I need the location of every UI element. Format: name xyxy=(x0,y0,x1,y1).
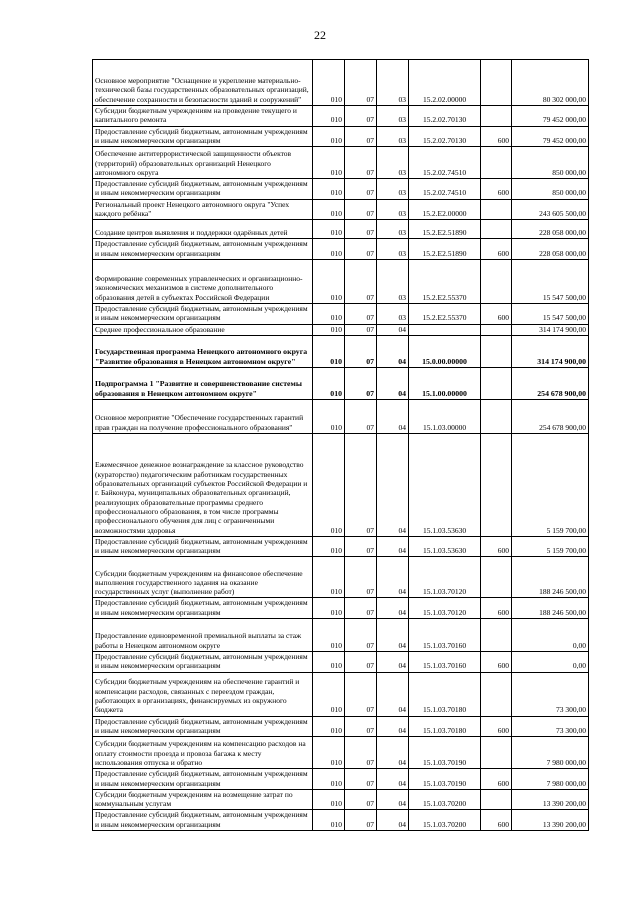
row-code-section-cell: 07 xyxy=(345,652,377,673)
row-name-cell: Создание центров выявления и поддержки одарённых детей xyxy=(93,220,313,239)
row-target-article-cell: 15.2.Е2.51890 xyxy=(409,220,481,239)
row-code-subsection-cell: 04 xyxy=(377,324,409,335)
row-code-subsection-cell: 03 xyxy=(377,147,409,179)
row-expense-type-cell xyxy=(481,324,512,335)
row-target-article-cell: 15.2.Е2.51890 xyxy=(409,239,481,260)
row-code-subsection-cell: 04 xyxy=(377,810,409,831)
row-code-ministry-cell: 010 xyxy=(313,810,345,831)
table-row xyxy=(93,335,589,367)
row-name-cell: Субсидии бюджетным учреждениям на финансовое обеспечение выполнения государственного задания на оказание государственных услуг (выполнение работ) xyxy=(93,557,313,598)
row-code-subsection-cell: 04 xyxy=(377,598,409,619)
row-code-subsection-cell: 03 xyxy=(377,106,409,127)
row-expense-type-cell: 600 xyxy=(481,179,512,200)
table-row xyxy=(93,619,589,652)
row-code-section-cell: 07 xyxy=(345,303,377,324)
row-name-cell: Государственная программа Ненецкого автономного округа "Развитие образования в Ненецком автономном округе" xyxy=(93,335,313,367)
row-amount-cell: 850 000,00 xyxy=(512,179,589,200)
row-code-ministry-cell: 010 xyxy=(313,433,345,536)
row-amount-cell: 314 174 900,00 xyxy=(512,335,589,367)
table-row xyxy=(93,769,589,790)
row-target-article-cell: 15.2.Е2.55370 xyxy=(409,259,481,303)
budget-table xyxy=(92,59,589,831)
row-expense-type-cell xyxy=(481,60,512,106)
row-expense-type-cell xyxy=(481,737,512,769)
row-expense-type-cell xyxy=(481,106,512,127)
row-code-ministry-cell: 010 xyxy=(313,737,345,769)
row-code-ministry-cell: 010 xyxy=(313,259,345,303)
row-name-cell: Предоставление субсидий бюджетным, автономным учреждениям и иным некоммерческим организациям xyxy=(93,536,313,557)
row-expense-type-cell xyxy=(481,147,512,179)
table-row xyxy=(93,737,589,769)
row-amount-cell: 13 390 200,00 xyxy=(512,810,589,831)
table-row xyxy=(93,259,589,303)
row-amount-cell: 7 980 000,00 xyxy=(512,737,589,769)
row-code-ministry-cell: 010 xyxy=(313,106,345,127)
row-name-cell: Предоставление субсидий бюджетным, автономным учреждениям и иным некоммерческим организациям xyxy=(93,598,313,619)
row-code-section-cell: 07 xyxy=(345,399,377,433)
row-name-cell: Предоставление субсидий бюджетным, автономным учреждениям и иным некоммерческим организациям xyxy=(93,652,313,673)
row-code-ministry-cell: 010 xyxy=(313,126,345,147)
row-target-article-cell: 15.1.03.70180 xyxy=(409,672,481,716)
row-code-subsection-cell: 03 xyxy=(377,126,409,147)
row-code-ministry-cell: 010 xyxy=(313,789,345,810)
row-code-ministry-cell: 010 xyxy=(313,399,345,433)
row-code-subsection-cell: 04 xyxy=(377,335,409,367)
row-amount-cell: 188 246 500,00 xyxy=(512,557,589,598)
row-amount-cell: 80 302 000,00 xyxy=(512,60,589,106)
row-code-ministry-cell: 010 xyxy=(313,303,345,324)
row-expense-type-cell xyxy=(481,619,512,652)
row-name-cell: Ежемесячное денежное вознаграждение за классное руководство (кураторство) педагогическим работникам государственных образовательных организаций субъектов Российской Федерации и г. Байконура, муниципальных образовательных организаций, реализующих образовательные программы среднего профессионального образования, в том числе программы профессионального обучения для лиц с ограниченными возможностями здоровья xyxy=(93,433,313,536)
row-amount-cell: 228 058 000,00 xyxy=(512,220,589,239)
row-name-cell: Подпрограмма 1 "Развитие и совершенствование системы образования в Ненецком автономном округе" xyxy=(93,367,313,399)
row-target-article-cell: 15.1.03.70200 xyxy=(409,789,481,810)
row-name-cell: Субсидии бюджетным учреждениям на обеспечение гарантий и компенсации расходов, связанных с переездом граждан, работающих в организациях, финансируемых из окружного бюджета xyxy=(93,672,313,716)
row-code-section-cell: 07 xyxy=(345,433,377,536)
row-code-section-cell: 07 xyxy=(345,147,377,179)
row-expense-type-cell xyxy=(481,399,512,433)
table-row xyxy=(93,672,589,716)
page-number: 22 xyxy=(314,28,326,42)
row-code-section-cell: 07 xyxy=(345,335,377,367)
row-target-article-cell: 15.2.02.74510 xyxy=(409,179,481,200)
row-expense-type-cell xyxy=(481,220,512,239)
row-expense-type-cell xyxy=(481,367,512,399)
row-code-section-cell: 07 xyxy=(345,126,377,147)
row-target-article-cell xyxy=(409,324,481,335)
row-code-subsection-cell: 03 xyxy=(377,259,409,303)
row-code-subsection-cell: 03 xyxy=(377,60,409,106)
row-code-section-cell: 07 xyxy=(345,536,377,557)
row-code-ministry-cell: 010 xyxy=(313,769,345,790)
row-code-section-cell: 07 xyxy=(345,367,377,399)
row-code-subsection-cell: 03 xyxy=(377,199,409,220)
row-target-article-cell: 15.2.02.74510 xyxy=(409,147,481,179)
row-code-ministry-cell: 010 xyxy=(313,147,345,179)
row-name-cell: Формирование современных управленческих и организационно-экономических механизмов в системе дополнительного образования детей в субъектах Российской Федерации xyxy=(93,259,313,303)
row-target-article-cell: 15.2.Е2.00000 xyxy=(409,199,481,220)
row-code-subsection-cell: 04 xyxy=(377,536,409,557)
row-amount-cell: 5 159 700,00 xyxy=(512,536,589,557)
row-target-article-cell: 15.1.03.70180 xyxy=(409,716,481,737)
row-name-cell: Предоставление субсидий бюджетным, автономным учреждениям и иным некоммерческим организациям xyxy=(93,126,313,147)
row-code-section-cell: 07 xyxy=(345,672,377,716)
table-row xyxy=(93,126,589,147)
row-expense-type-cell: 600 xyxy=(481,303,512,324)
row-code-subsection-cell: 04 xyxy=(377,399,409,433)
row-code-section-cell: 07 xyxy=(345,716,377,737)
row-code-subsection-cell: 04 xyxy=(377,737,409,769)
table-row xyxy=(93,199,589,220)
row-expense-type-cell xyxy=(481,335,512,367)
row-target-article-cell: 15.1.03.70190 xyxy=(409,737,481,769)
row-code-ministry-cell: 010 xyxy=(313,716,345,737)
row-target-article-cell: 15.1.03.00000 xyxy=(409,399,481,433)
row-code-section-cell: 07 xyxy=(345,598,377,619)
row-amount-cell: 254 678 900,00 xyxy=(512,367,589,399)
table-row xyxy=(93,433,589,536)
row-code-section-cell: 07 xyxy=(345,810,377,831)
table-row xyxy=(93,598,589,619)
row-code-ministry-cell: 010 xyxy=(313,335,345,367)
row-code-ministry-cell: 010 xyxy=(313,652,345,673)
row-code-ministry-cell: 010 xyxy=(313,598,345,619)
row-code-subsection-cell: 04 xyxy=(377,619,409,652)
table-row xyxy=(93,810,589,831)
row-code-ministry-cell: 010 xyxy=(313,220,345,239)
table-row xyxy=(93,716,589,737)
row-name-cell: Предоставление субсидий бюджетным, автономным учреждениям и иным некоммерческим организациям xyxy=(93,810,313,831)
row-amount-cell: 188 246 500,00 xyxy=(512,598,589,619)
table-row xyxy=(93,303,589,324)
row-expense-type-cell: 600 xyxy=(481,810,512,831)
table-row xyxy=(93,60,589,106)
row-target-article-cell: 15.1.03.70190 xyxy=(409,769,481,790)
row-amount-cell: 73 300,00 xyxy=(512,716,589,737)
row-name-cell: Предоставление единовременной премиальной выплаты за стаж работы в Ненецком автономном округе xyxy=(93,619,313,652)
row-amount-cell: 0,00 xyxy=(512,652,589,673)
table-row xyxy=(93,367,589,399)
row-name-cell: Субсидии бюджетным учреждениям на проведение текущего и капитального ремонта xyxy=(93,106,313,127)
row-code-subsection-cell: 03 xyxy=(377,239,409,260)
row-code-ministry-cell: 010 xyxy=(313,557,345,598)
row-expense-type-cell xyxy=(481,259,512,303)
row-amount-cell: 7 980 000,00 xyxy=(512,769,589,790)
row-target-article-cell: 15.1.03.70160 xyxy=(409,652,481,673)
row-name-cell: Предоставление субсидий бюджетным, автономным учреждениям и иным некоммерческим организациям xyxy=(93,769,313,790)
row-code-section-cell: 07 xyxy=(345,769,377,790)
row-amount-cell: 15 547 500,00 xyxy=(512,303,589,324)
row-target-article-cell: 15.1.03.53630 xyxy=(409,536,481,557)
row-target-article-cell: 15.2.Е2.55370 xyxy=(409,303,481,324)
row-code-section-cell: 07 xyxy=(345,239,377,260)
row-name-cell: Предоставление субсидий бюджетным, автономным учреждениям и иным некоммерческим организациям xyxy=(93,179,313,200)
row-amount-cell: 79 452 000,00 xyxy=(512,106,589,127)
row-amount-cell: 254 678 900,00 xyxy=(512,399,589,433)
row-code-subsection-cell: 04 xyxy=(377,433,409,536)
row-amount-cell: 73 300,00 xyxy=(512,672,589,716)
row-name-cell: Субсидии бюджетным учреждениям на возмещение затрат по коммунальным услугам xyxy=(93,789,313,810)
row-code-subsection-cell: 04 xyxy=(377,557,409,598)
table-row xyxy=(93,220,589,239)
row-amount-cell: 850 000,00 xyxy=(512,147,589,179)
row-amount-cell: 13 390 200,00 xyxy=(512,789,589,810)
row-code-subsection-cell: 04 xyxy=(377,769,409,790)
row-code-ministry-cell: 010 xyxy=(313,672,345,716)
row-code-ministry-cell: 010 xyxy=(313,367,345,399)
row-code-subsection-cell: 04 xyxy=(377,652,409,673)
row-expense-type-cell xyxy=(481,199,512,220)
row-name-cell: Предоставление субсидий бюджетным, автономным учреждениям и иным некоммерческим организациям xyxy=(93,716,313,737)
row-code-ministry-cell: 010 xyxy=(313,619,345,652)
row-amount-cell: 0,00 xyxy=(512,619,589,652)
row-code-subsection-cell: 04 xyxy=(377,789,409,810)
row-expense-type-cell: 600 xyxy=(481,598,512,619)
row-amount-cell: 15 547 500,00 xyxy=(512,259,589,303)
row-expense-type-cell: 600 xyxy=(481,126,512,147)
row-name-cell: Основное мероприятие "Оснащение и укрепление материально-технической базы государственных образовательных организаций, обеспечение сохранности и безопасности зданий и сооружений" xyxy=(93,60,313,106)
row-code-section-cell: 07 xyxy=(345,199,377,220)
row-target-article-cell: 15.1.03.70200 xyxy=(409,810,481,831)
row-amount-cell: 243 605 500,00 xyxy=(512,199,589,220)
row-code-subsection-cell: 04 xyxy=(377,716,409,737)
row-code-subsection-cell: 04 xyxy=(377,672,409,716)
row-code-ministry-cell: 010 xyxy=(313,199,345,220)
row-name-cell: Предоставление субсидий бюджетным, автономным учреждениям и иным некоммерческим организациям xyxy=(93,239,313,260)
row-code-subsection-cell: 03 xyxy=(377,220,409,239)
row-amount-cell: 79 452 000,00 xyxy=(512,126,589,147)
table-row xyxy=(93,179,589,200)
row-name-cell: Среднее профессиональное образование xyxy=(93,324,313,335)
row-code-section-cell: 07 xyxy=(345,557,377,598)
row-code-section-cell: 07 xyxy=(345,737,377,769)
table-row xyxy=(93,147,589,179)
row-code-section-cell: 07 xyxy=(345,324,377,335)
row-target-article-cell: 15.0.00.00000 xyxy=(409,335,481,367)
row-target-article-cell: 15.2.02.00000 xyxy=(409,60,481,106)
table-row xyxy=(93,324,589,335)
row-code-ministry-cell: 010 xyxy=(313,239,345,260)
row-target-article-cell: 15.2.02.70130 xyxy=(409,126,481,147)
row-code-section-cell: 07 xyxy=(345,619,377,652)
row-expense-type-cell: 600 xyxy=(481,769,512,790)
row-target-article-cell: 15.1.03.70160 xyxy=(409,619,481,652)
row-amount-cell: 5 159 700,00 xyxy=(512,433,589,536)
row-code-section-cell: 07 xyxy=(345,106,377,127)
table-row xyxy=(93,789,589,810)
row-target-article-cell: 15.1.03.70120 xyxy=(409,557,481,598)
row-amount-cell: 228 058 000,00 xyxy=(512,239,589,260)
row-code-ministry-cell: 010 xyxy=(313,179,345,200)
row-expense-type-cell: 600 xyxy=(481,716,512,737)
table-row xyxy=(93,106,589,127)
row-expense-type-cell xyxy=(481,557,512,598)
row-code-section-cell: 07 xyxy=(345,60,377,106)
row-expense-type-cell: 600 xyxy=(481,536,512,557)
table-row xyxy=(93,536,589,557)
row-name-cell: Основное мероприятие "Обеспечение государственных гарантий прав граждан на получение профессионального образования" xyxy=(93,399,313,433)
row-name-cell: Предоставление субсидий бюджетным, автономным учреждениям и иным некоммерческим организациям xyxy=(93,303,313,324)
table-row xyxy=(93,557,589,598)
row-name-cell: Обеспечение антитеррористической защищенности объектов (территорий) образовательных организаций Ненецкого автономного округа xyxy=(93,147,313,179)
row-code-subsection-cell: 03 xyxy=(377,179,409,200)
row-name-cell: Субсидии бюджетным учреждениям на компенсацию расходов на оплату стоимости проезда и провоза багажа к месту использования отпуска и обратно xyxy=(93,737,313,769)
row-target-article-cell: 15.1.03.70120 xyxy=(409,598,481,619)
row-target-article-cell: 15.2.02.70130 xyxy=(409,106,481,127)
row-code-subsection-cell: 03 xyxy=(377,303,409,324)
row-name-cell: Региональный проект Ненецкого автономного округа "Успех каждого ребёнка" xyxy=(93,199,313,220)
row-code-section-cell: 07 xyxy=(345,259,377,303)
row-code-ministry-cell: 010 xyxy=(313,536,345,557)
row-amount-cell: 314 174 900,00 xyxy=(512,324,589,335)
row-code-subsection-cell: 04 xyxy=(377,367,409,399)
row-code-ministry-cell: 010 xyxy=(313,324,345,335)
row-code-section-cell: 07 xyxy=(345,179,377,200)
table-row xyxy=(93,399,589,433)
row-expense-type-cell: 600 xyxy=(481,239,512,260)
row-expense-type-cell: 600 xyxy=(481,652,512,673)
row-expense-type-cell xyxy=(481,433,512,536)
row-target-article-cell: 15.1.03.53630 xyxy=(409,433,481,536)
row-code-ministry-cell: 010 xyxy=(313,60,345,106)
table-row xyxy=(93,652,589,673)
row-code-section-cell: 07 xyxy=(345,789,377,810)
row-expense-type-cell xyxy=(481,789,512,810)
row-target-article-cell: 15.1.00.00000 xyxy=(409,367,481,399)
row-code-section-cell: 07 xyxy=(345,220,377,239)
row-expense-type-cell xyxy=(481,672,512,716)
table-row xyxy=(93,239,589,260)
